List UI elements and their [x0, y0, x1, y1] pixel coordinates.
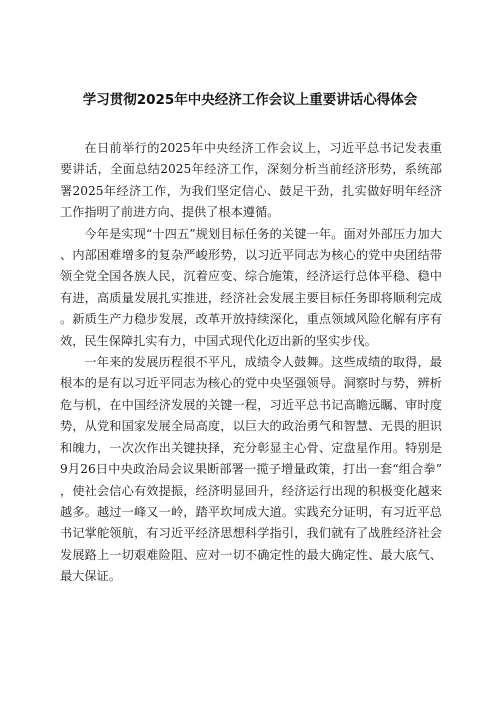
paragraph-2: 今年是实现“十四五”规划目标任务的关键一年。面对外部压力加大、内部困难增多的复杂严峻形势，以习近平同志为核心的党中央团结带领全党全国各族人民，沉着应变、综合施策，经济运行总体平稳、稳中有进，高质量发展扎实推进，经济社会发展主要目标任务即将顺利完成。新质生产力稳步发展，改革开放持续深化，重点领域风险化解有序有效，民生保障扎实有力，中国式现代化迈出新的坚实步伐。 — [60, 226, 442, 348]
paragraph-1: 在日前举行的2025年中央经济工作会议上，习近平总书记发表重要讲话，全面总结2025年经济工作，深刻分析当前经济形势，系统部署2025年经济工作，为我们坚定信心、鼓足干劲，扎实做好明年经济工作指明了前进方向、提供了根本遵循。 — [60, 141, 442, 220]
paragraph-3: 一年来的发展历程很不平凡，成绩令人鼓舞。这些成绩的取得，最根本的是有以习近平同志为核心的党中央坚强领导。洞察时与势，辨析危与机，在中国经济发展的关键一程，习近平总书记高瞻远瞩、审时度势，从党和国家发展全局高度，以巨大的政治勇气和智慧、无畏的胆识和魄力，一次次作出关键抉择，充分彰显主心骨、定盘星作用。特别是9月26日中央政治局会议果断部署一揽子增量政策，打出一套“组合拳”，使社会信心有效提振，经济明显回升，经济运行出现的积极变化越来越多。越过一峰又一岭，踏平坎坷成大道。实践充分证明，有习近平总书记掌舵领航，有习近平经济思想科学指引，我们就有了战胜经济社会发展路上一切艰难险阻、应对一切不确定性的最大确定性、最大底气、最大保证。 — [60, 355, 442, 584]
document-title: 学习贯彻2025年中央经济工作会议上重要讲话心得体会 — [82, 92, 418, 108]
document-body — [60, 138, 442, 588]
